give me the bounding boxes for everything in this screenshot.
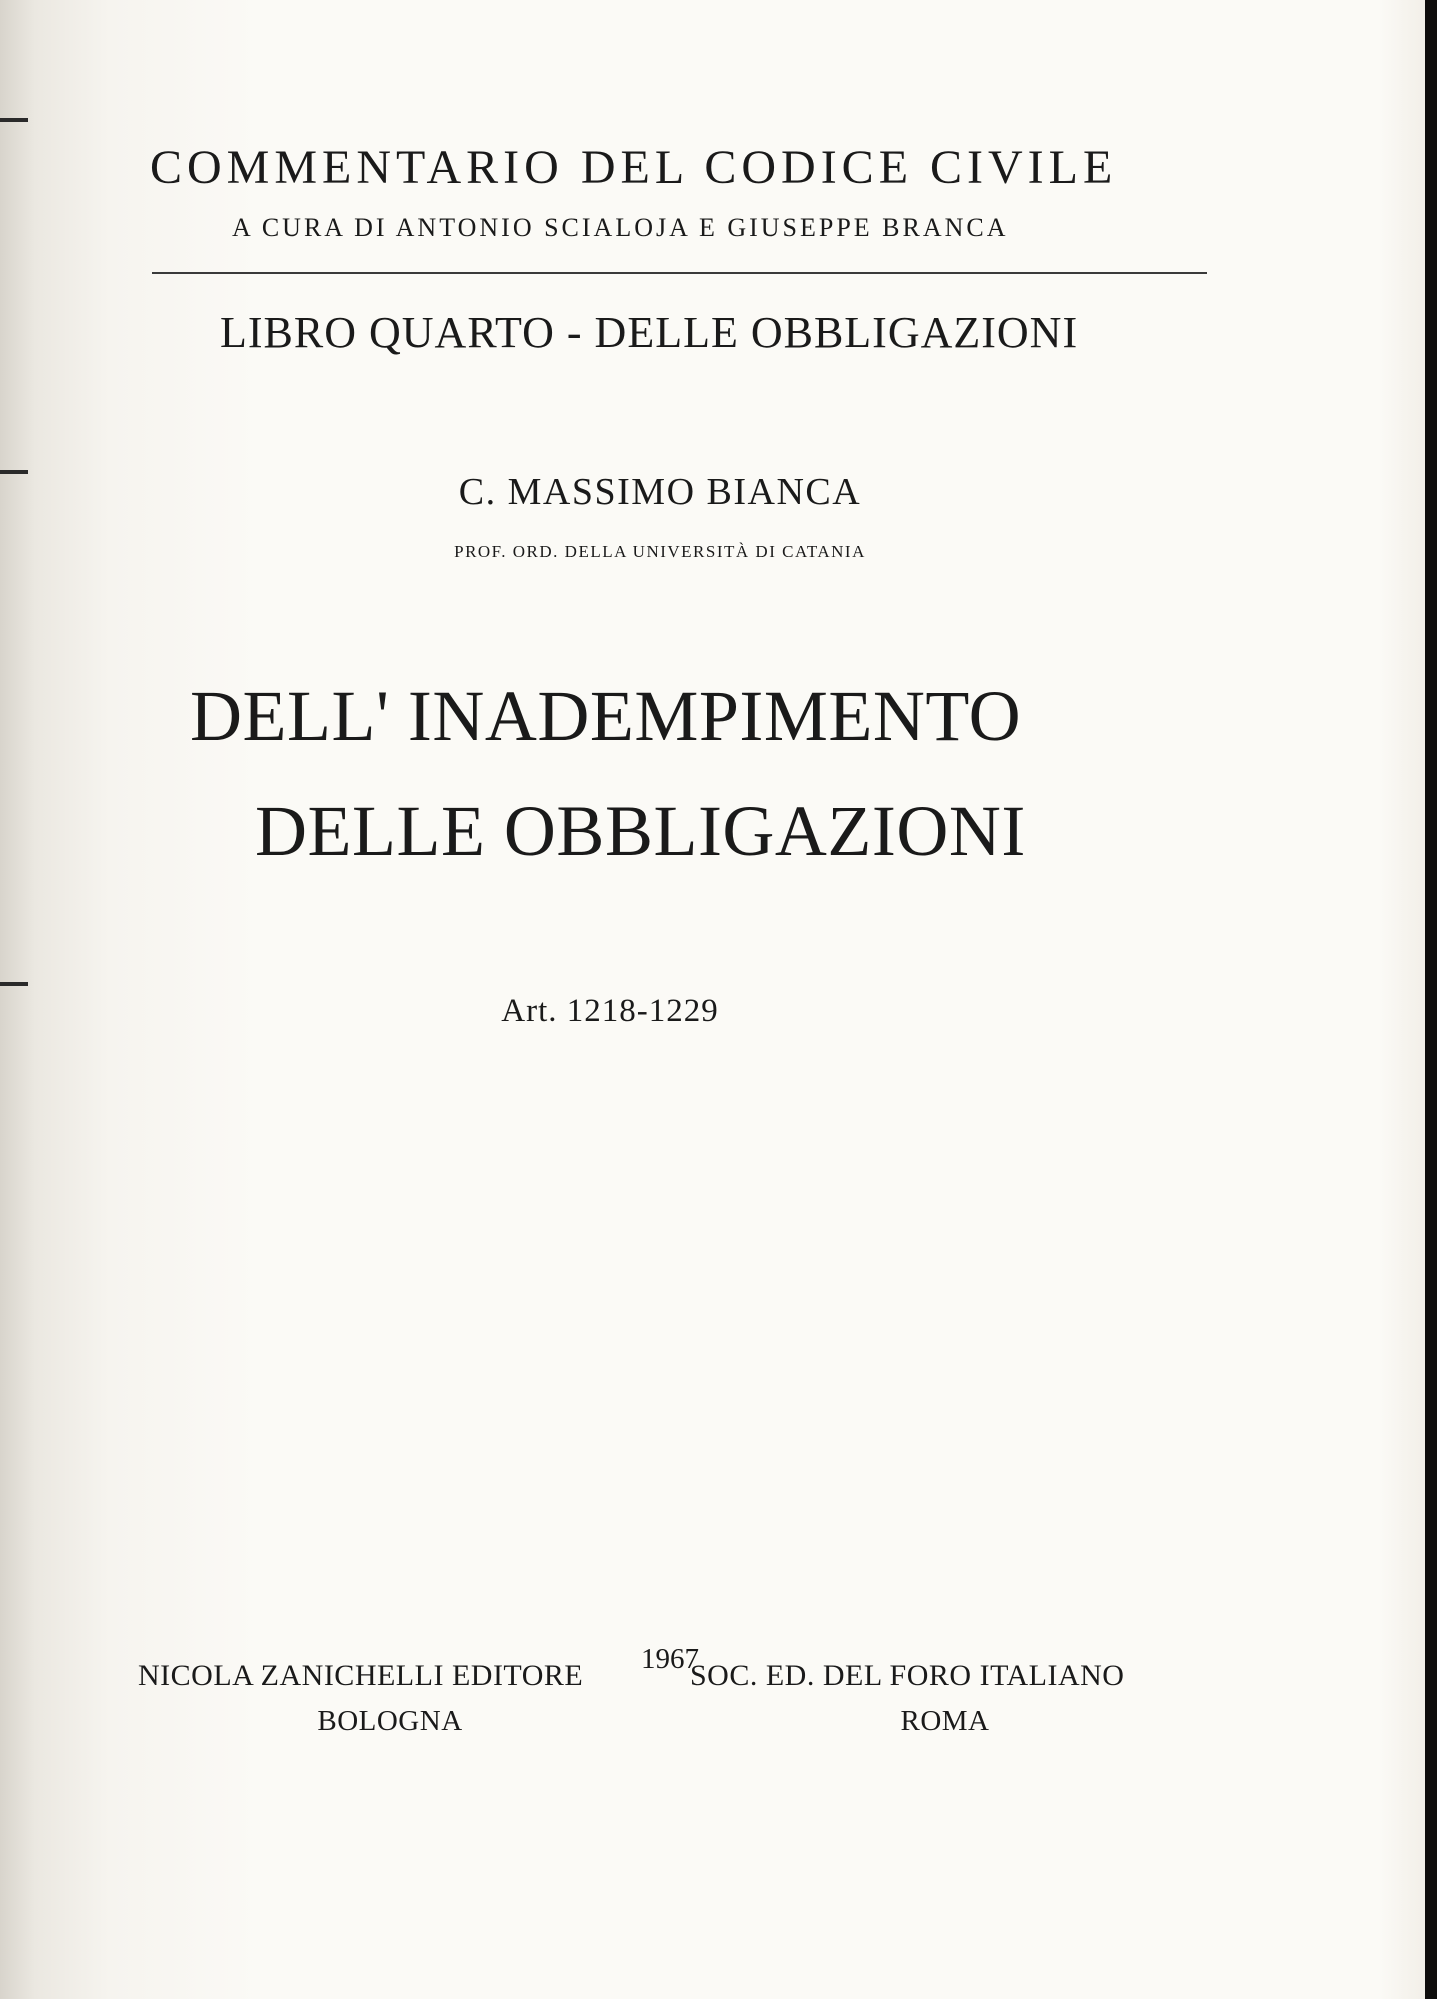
publisher-left: NICOLA ZANICHELLI EDITORE	[138, 1659, 584, 1692]
book-label: LIBRO QUARTO - DELLE OBBLIGAZIONI	[220, 308, 1079, 357]
work-title-line-1: DELL' INADEMPIMENTO	[190, 676, 1022, 756]
binding-mark	[0, 982, 28, 986]
author-name: C. MASSIMO BIANCA	[458, 471, 862, 513]
publication-year: 1967	[641, 1643, 699, 1675]
articles-range: Art. 1218-1229	[501, 993, 719, 1029]
work-title-line-2: DELLE OBBLIGAZIONI	[255, 791, 1026, 871]
author-affiliation: PROF. ORD. DELLA UNIVERSITÀ DI CATANIA	[454, 542, 866, 561]
city-left: BOLOGNA	[317, 1705, 463, 1737]
scan-edge-shadow	[1425, 0, 1437, 1999]
publisher-right: SOC. ED. DEL FORO ITALIANO	[690, 1659, 1125, 1692]
series-editors: A CURA DI ANTONIO SCIALOJA E GIUSEPPE BRANCA	[232, 213, 1009, 242]
binding-mark	[0, 470, 28, 474]
binding-mark	[0, 118, 28, 122]
header-rule	[152, 272, 1207, 274]
city-right: ROMA	[900, 1705, 990, 1737]
series-title: COMMENTARIO DEL CODICE CIVILE	[150, 141, 1118, 194]
